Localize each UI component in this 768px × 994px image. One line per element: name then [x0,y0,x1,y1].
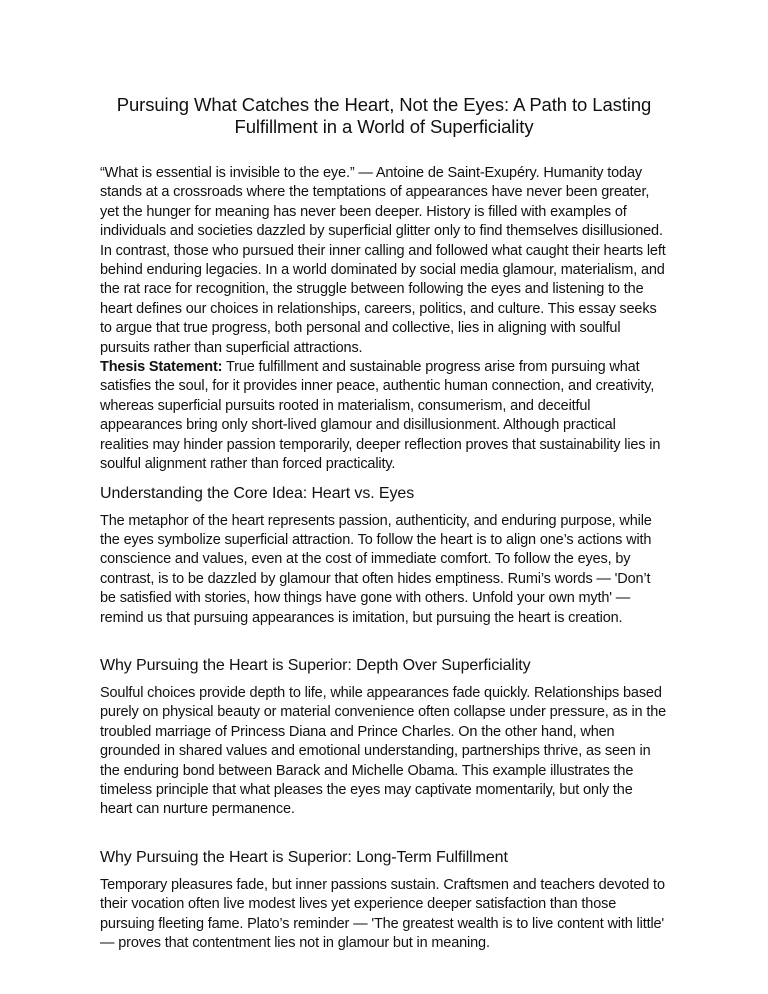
thesis-statement [100,358,668,474]
document-title: Pursuing What Catches the Heart, Not the Eyes: A Path to Lasting Fulfillment in a World of Superficiality [116,94,652,137]
section-body: The metaphor of the heart represents passion, authenticity, and enduring purpose, while the eyes symbolize superficial attraction. To follow the heart is to align one’s actions with conscience and values, even at the cost of immediate comfort. To follow the eyes, by contrast, is to be dazzled by glamour that often hides emptiness. Rumi’s words — 'Don’t be satisfied with stories, how things have gone with others. Unfold your own myth' — remind us that pursuing appearances is imitation, but pursuing the heart is creation. [100,512,652,626]
section-heading: Why Pursuing the Heart is Superior: Depth Over Superficiality [100,656,531,674]
section-heading: Understanding the Core Idea: Heart vs. Eyes [100,484,415,502]
section-body: Soulful choices provide depth to life, while appearances fade quickly. Relationships based purely on physical beauty or material convenience often collapse under pressure, as in the troubled marriage of Princess Diana and Prince Charles. On the other hand, when grounded in shared values and emotional understanding, partnerships thrive, as seen in the enduring bond between Barack and Michelle Obama. This example illustrates the timeless principle that what pleases the eyes may captivate momentarily, but only the heart can nurture permanence. [100,684,667,818]
section-body: Temporary pleasures fade, but inner passions sustain. Craftsmen and teachers devoted to their vocation often live modest lives yet experience deeper satisfaction than those pursuing fleeting fame. Plato’s reminder — 'The greatest wealth is to live content with little' — proves that contentment lies not in glamour but in meaning. [100,876,665,951]
section-long-term-fulfillment [100,848,668,954]
thesis-label: Thesis Statement: [100,359,223,376]
section-core-idea [100,484,668,628]
section-depth-over-superficiality [100,656,668,820]
section-heading: Why Pursuing the Heart is Superior: Long-Term Fulfillment [100,848,508,866]
introduction [100,164,668,358]
thesis-text: True fulfillment and sustainable progress arise from pursuing what satisfies the soul, for it provides inner peace, authentic human connection, and creativity, whereas superficial pursuits rooted in materialism, consumerism, and deceitful appearances bring only short-lived glamour and disillusionment. Although practical realities may hinder passion temporarily, deeper reflection proves that sustainability lies in soulful alignment rather than forced practicality. [100,359,661,473]
intro-paragraph: “What is essential is invisible to the eye.” — Antoine de Saint-Exupéry. Humanity today stands at a crossroads where the temptations of appearances have never been greater, yet the hunger for meaning has never been deeper. History is filled with examples of individuals and societies dazzled by superficial glitter only to find themselves disillusioned. In contrast, those who pursued their inner calling and followed what caught their hearts left behind enduring legacies. In a world dominated by social media glamour, materialism, and the rat race for recognition, the struggle between following the eyes and listening to the heart defines our choices in relationships, careers, politics, and culture. This essay seeks to argue that true progress, both personal and collective, lies in aligning with soulful pursuits rather than superficial attractions. [100,165,666,356]
